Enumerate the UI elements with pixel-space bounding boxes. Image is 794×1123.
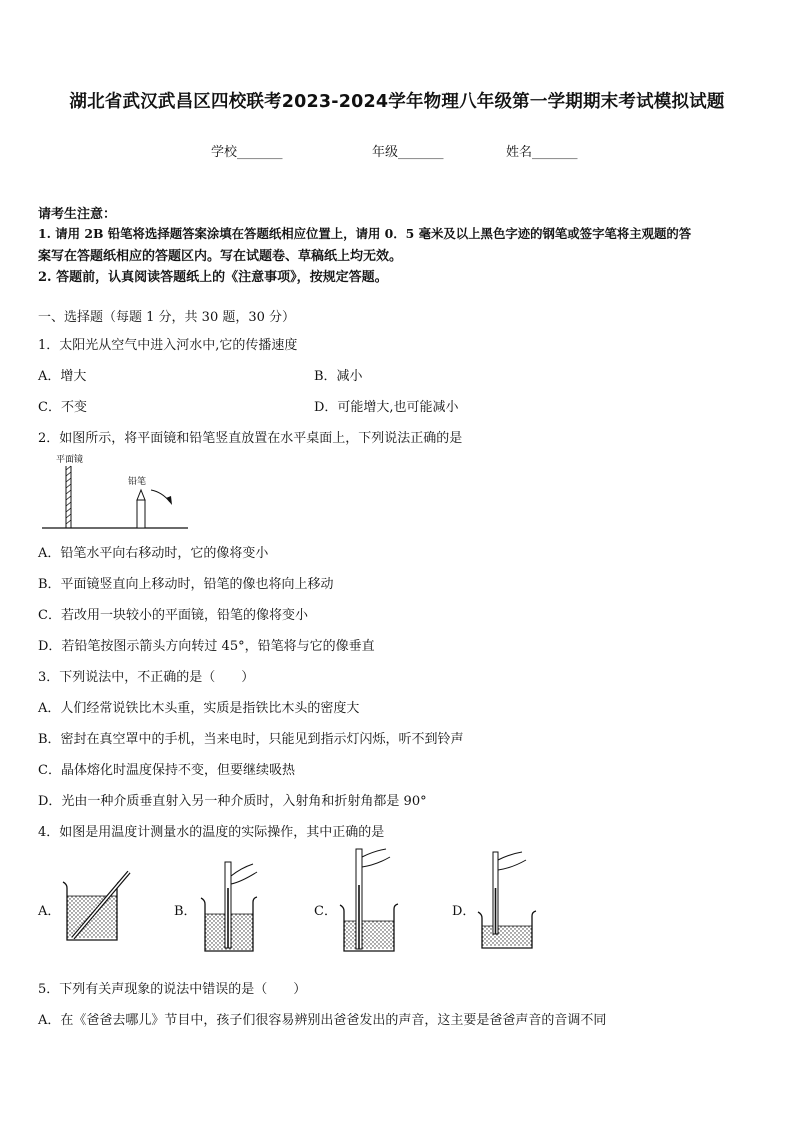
question-3-option-c: C．晶体熔化时温度保持不变，但要继续吸热 bbox=[38, 763, 295, 778]
pencil-label: 铅笔 bbox=[128, 477, 147, 487]
name-field: 姓名_______ bbox=[506, 145, 578, 160]
question-2-stem: 2．如图所示，将平面镜和铅笔竖直放置在水平桌面上，下列说法正确的是 bbox=[38, 431, 463, 446]
beaker-figure-a bbox=[55, 860, 140, 945]
pencil bbox=[137, 490, 145, 528]
question-2-option-b: B．平面镜竖直向上移动时，铅笔的像也将向上移动 bbox=[38, 577, 334, 592]
notice-item-1-line-2: 案写在答题纸相应的答题区内。写在试题卷、草稿纸上均无效。 bbox=[38, 249, 403, 264]
beaker-figure-d bbox=[474, 848, 546, 968]
mirror-pencil-figure bbox=[38, 448, 198, 534]
question-3-option-d: D．光由一种介质垂直射入另一种介质时，入射角和折射角都是 90° bbox=[38, 794, 427, 809]
mirror-hatching bbox=[66, 466, 71, 524]
question-4-stem: 4．如图是用温度计测量水的温度的实际操作，其中正确的是 bbox=[38, 825, 385, 840]
notice-heading: 请考生注意： bbox=[38, 207, 117, 222]
beaker-figure-b bbox=[195, 858, 265, 953]
question-1-option-d: D．可能增大,也可能减小 bbox=[314, 400, 459, 415]
question-1-stem: 1．太阳光从空气中进入河水中,它的传播速度 bbox=[38, 338, 298, 353]
question-3-stem: 3．下列说法中，不正确的是（ ） bbox=[38, 670, 255, 685]
question-4-option-c: C． bbox=[314, 904, 337, 919]
notice-item-2: 2. 答题前，认真阅读答题纸上的《注意事项》，按规定答题。 bbox=[38, 270, 388, 285]
beaker-figure-c bbox=[336, 845, 406, 953]
question-3-option-a: A．人们经常说铁比木头重，实质是指铁比木头的密度大 bbox=[38, 701, 360, 716]
question-2-option-c: C．若改用一块较小的平面镜，铅笔的像将变小 bbox=[38, 608, 308, 623]
question-4-option-a: A． bbox=[38, 904, 61, 919]
question-5-option-a: A．在《爸爸去哪儿》节目中，孩子们很容易辨别出爸爸发出的声音，这主要是爸爸声音的音调不同 bbox=[38, 1013, 607, 1028]
grade-field: 年级_______ bbox=[372, 145, 444, 160]
question-1-option-a: A．增大 bbox=[38, 369, 87, 384]
question-1-option-c: C．不变 bbox=[38, 400, 87, 415]
mirror-label: 平面镜 bbox=[56, 455, 84, 465]
question-4-option-b: B． bbox=[174, 904, 197, 919]
section-heading: 一、选择题（每题 1 分，共 30 题，30 分） bbox=[38, 310, 296, 325]
question-3-option-b: B．密封在真空罩中的手机，当来电时，只能见到指示灯闪烁，听不到铃声 bbox=[38, 732, 464, 747]
question-2-option-a: A．铅笔水平向右移动时，它的像将变小 bbox=[38, 546, 269, 561]
school-field: 学校_______ bbox=[211, 145, 283, 160]
page-title: 湖北省武汉武昌区四校联考2023-2024学年物理八年级第一学期期末考试模拟试题 bbox=[69, 92, 725, 112]
question-4-option-d: D． bbox=[452, 904, 476, 919]
question-5-stem: 5．下列有关声现象的说法中错误的是（ ） bbox=[38, 982, 307, 997]
rotation-arrow bbox=[151, 490, 170, 502]
question-1-option-b: B．减小 bbox=[314, 369, 363, 384]
question-2-option-d: D．若铅笔按图示箭头方向转过 45°，铅笔将与它的像垂直 bbox=[38, 639, 375, 654]
notice-item-1-line-1: 1. 请用 2B 铅笔将选择题答案涂填在答题纸相应位置上，请用 0．5 毫米及以上黑色字迹的钢笔或签字笔将主观题的答 bbox=[38, 226, 692, 241]
